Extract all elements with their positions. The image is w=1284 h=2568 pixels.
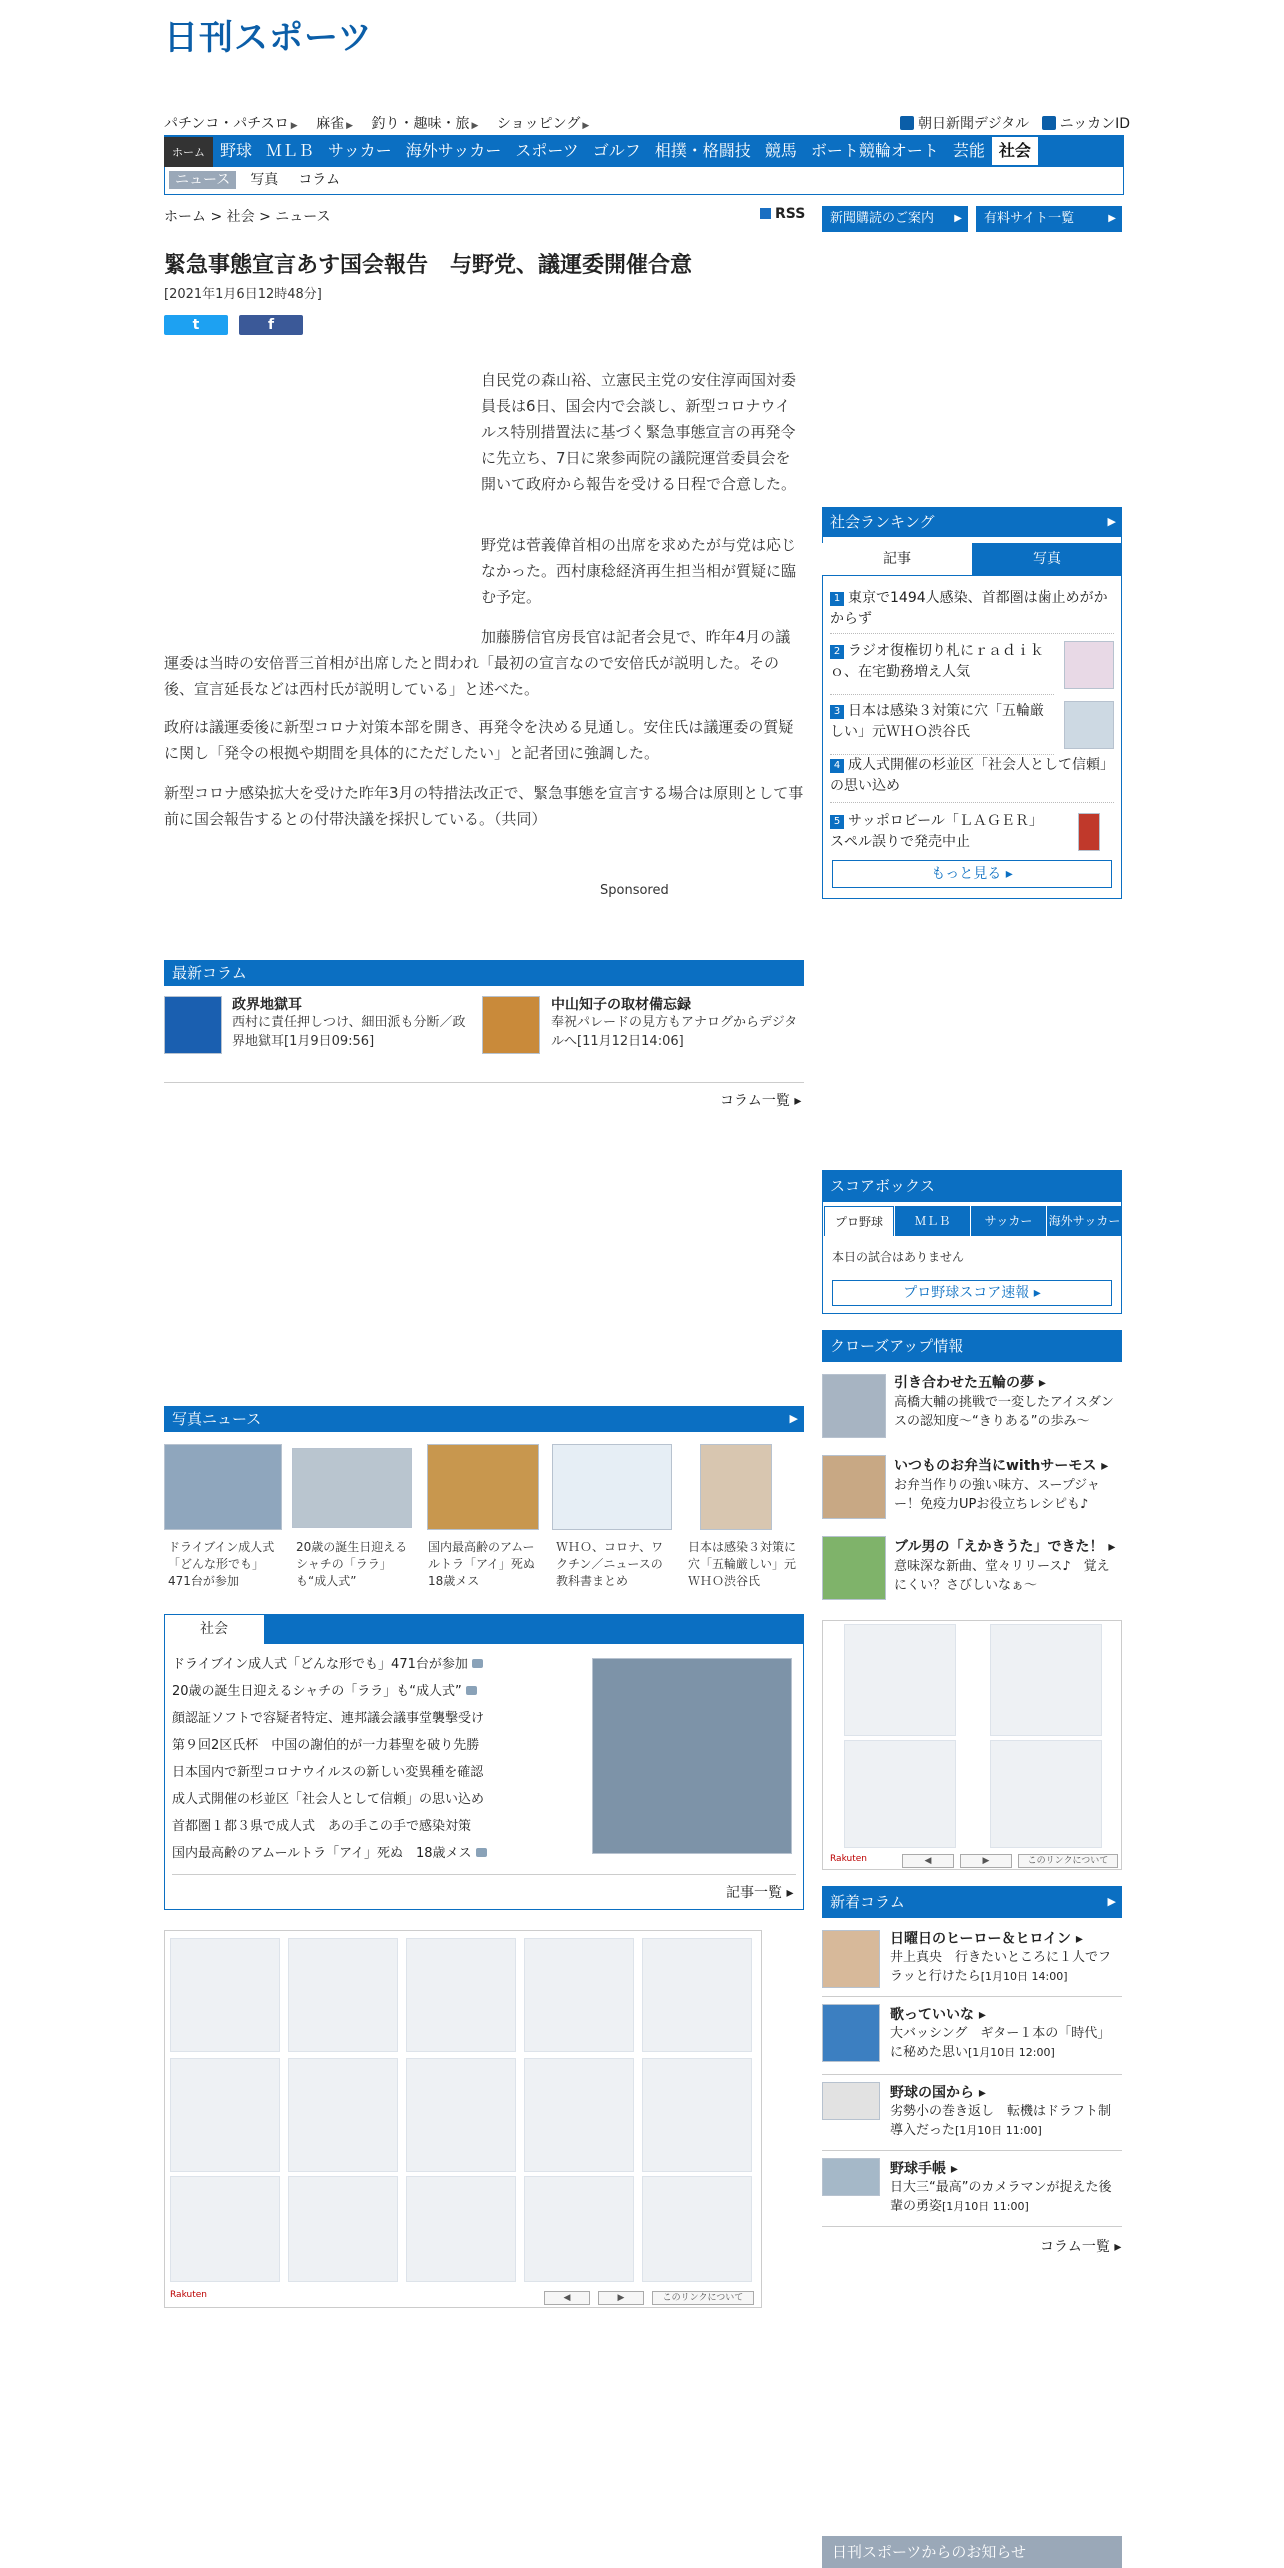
column-list-link[interactable]: コラム一覧 ▸ (720, 1093, 802, 1109)
society-news-item[interactable]: ドライブイン成人式「どんな形でも」471台が参加 (172, 1656, 483, 1674)
photo-thumbnail[interactable] (700, 1444, 772, 1530)
article-paragraph: 政府は議運委後に新型コロナ対策本部を開き、再発令を決める見通し。安住氏は議運委の質疑に関し「発令の根拠や期間を具体的にただしたい」と記者団に強調した。 (164, 718, 794, 762)
twitter-icon: t (192, 317, 200, 333)
site-logo[interactable]: 日刊スポーツ (164, 18, 373, 58)
subnav-news[interactable]: ニュース (169, 171, 236, 189)
ad-product[interactable] (642, 2176, 752, 2282)
closeup-title[interactable]: いつものお弁当にwithサーモス ▸ (894, 1458, 1109, 1474)
new-column-thumbnail[interactable] (822, 1930, 880, 1988)
camera-icon (466, 1686, 477, 1695)
society-news-item[interactable]: 顔認証ソフトで容疑者特定、連邦議会議事堂襲撃受け (172, 1711, 485, 1726)
next-button[interactable]: ▶ (598, 2291, 644, 2305)
new-column-thumbnail[interactable] (822, 2004, 880, 2062)
closeup-desc[interactable]: 高橋大輔の挑戦で一変したアイスダンスの認知度～“きりある”の歩み～ (894, 1395, 1114, 1429)
divider (822, 575, 1122, 576)
subscribe-button[interactable]: 新聞購読のご案内 ▶ (822, 206, 968, 232)
nav-world-soccer[interactable]: 海外サッカー (405, 141, 502, 160)
rss-icon (760, 208, 771, 219)
facebook-share-button[interactable] (239, 315, 303, 335)
main-nav (164, 135, 1124, 167)
new-column-header: 新着コラム ▶ (822, 1886, 1122, 1918)
nav-society[interactable]: 社会 (992, 137, 1038, 165)
ad-info-link[interactable]: このリンクについて (1018, 1854, 1118, 1868)
id-icon (1042, 116, 1056, 130)
prev-button[interactable]: ◀ (544, 2291, 590, 2305)
top-links (900, 113, 1130, 133)
society-news-item[interactable]: 20歳の誕生日迎えるシャチの「ララ」も“成人式” (172, 1683, 477, 1701)
twitter-share-button[interactable] (164, 315, 228, 335)
ad-product[interactable] (642, 2058, 752, 2172)
column-list-link[interactable]: コラム一覧 ▸ (1040, 2239, 1122, 2255)
ad-product[interactable] (170, 1938, 280, 2052)
ranking-item[interactable]: 2 ラジオ復権切り札にｒａｄｉｋｏ、在宅勤務増え人気 (830, 641, 1054, 695)
society-news-item[interactable]: 成人式開催の杉並区「社会人として信頼」の思い込め (172, 1792, 485, 1807)
column-thumbnail[interactable] (482, 996, 540, 1054)
facebook-icon: f (267, 317, 275, 333)
ad-info-link[interactable]: このリンクについて (652, 2291, 754, 2305)
nav-home[interactable]: ホーム (164, 137, 213, 167)
photo-news-header: 写真ニュース ▶ (164, 1406, 804, 1432)
new-column-title[interactable]: 歌っていいな ▸ (890, 2007, 986, 2023)
photo-caption[interactable]: ＷＨＯ、コロナ、ワクチン／ニュースの教科書まとめ (556, 1540, 664, 1588)
ad-product[interactable] (170, 2176, 280, 2282)
nav-golf[interactable]: ゴルフ (592, 141, 641, 160)
divider (822, 2226, 1122, 2227)
top-nav-item[interactable]: 釣り・趣味・旅 ▶ (371, 116, 479, 132)
tab-world-soccer[interactable]: 海外サッカー (1046, 1206, 1122, 1236)
ranking-item[interactable]: 3 日本は感染３対策に穴「五輪厳しい」元ＷＨＯ渋谷氏 (830, 701, 1054, 755)
closeup-thumbnail[interactable] (822, 1374, 886, 1438)
ad-product[interactable] (288, 1938, 398, 2052)
divider (172, 1874, 796, 1875)
ranking-item[interactable]: 4 成人式開催の杉並区「社会人として信頼」の思い込め (830, 755, 1114, 803)
new-column-title[interactable]: 日曜日のヒーロー＆ヒロイン ▸ (890, 1931, 1083, 1947)
ad-product[interactable] (844, 1740, 956, 1848)
ad-product[interactable] (406, 2176, 516, 2282)
article-paragraph: 加藤勝信官房長官は記者会見で、昨年4月の議運委は当時の安倍晋三首相が出席したと問われ「最初の宣言なので安倍氏が説明した。その後、宣言延長などは西村氏が説明している」と述べた。 (164, 628, 791, 698)
photo-caption[interactable]: ドライブイン成人式「どんな形でも」471台が参加 (168, 1540, 275, 1588)
ad-product[interactable] (844, 1624, 956, 1736)
asahi-link[interactable]: 朝日新聞デジタル (900, 116, 1029, 132)
ad-product[interactable] (288, 2058, 398, 2172)
ranking-thumbnail[interactable] (1078, 813, 1100, 851)
ranking-item[interactable]: 1 東京で1494人感染、首都圏は歯止めがかからず (830, 588, 1114, 634)
divider (822, 2150, 1122, 2151)
tab-mlb[interactable]: ＭＬＢ (894, 1206, 970, 1236)
prev-button[interactable]: ◀ (902, 1854, 954, 1868)
tab-society[interactable]: 社会 (200, 1621, 228, 1637)
ranking-thumbnail[interactable] (1064, 701, 1114, 749)
npb-score-link[interactable]: プロ野球スコア速報 ▸ (832, 1280, 1112, 1306)
ad-product[interactable] (406, 2058, 516, 2172)
ranking-more-button[interactable]: もっと見る ▸ (832, 860, 1112, 888)
tab-ranking-photos[interactable]: 写真 (972, 543, 1122, 575)
photo-thumbnail[interactable] (164, 1444, 282, 1530)
society-news-item[interactable]: 首都圏１都３県で成人式 あの手この手で感染対策 (172, 1819, 472, 1834)
nav-mlb[interactable]: ＭＬＢ (266, 141, 315, 160)
subnav-photos[interactable]: 写真 (250, 172, 279, 188)
closeup-desc[interactable]: お弁当作りの強い味方、スープジャー！免疫力UPお役立ちレシピも♪ (894, 1478, 1100, 1512)
society-news-item[interactable]: 国内最高齢のアムールトラ「アイ」死ぬ 18歳メス (172, 1845, 487, 1863)
closeup-title[interactable]: 引き合わせた五輪の夢 ▸ (894, 1375, 1046, 1391)
divider (164, 1082, 804, 1083)
sponsored-label: Sponsored (600, 883, 669, 898)
nav-entertainment[interactable]: 芸能 (952, 141, 985, 160)
ad-product[interactable] (524, 2176, 634, 2282)
nav-baseball[interactable]: 野球 (220, 141, 253, 160)
article-paragraph: 自民党の森山裕、立憲民主党の安住淳両国対委員長は6日、国会内で会談し、新型コロナウイルス特別措置法に基づく緊急事態宣言の再発令に先立ち、7日に衆参両院の議院運営委員会を開いて政府から報告を受ける日程で合意した。 (481, 371, 797, 493)
top-nav-item[interactable]: 麻雀 ▶ (316, 116, 354, 132)
nav-sumo[interactable]: 相撲・格闘技 (654, 141, 751, 160)
new-column-desc[interactable]: 劣勢小の巻き返し 転機はドラフト制導入だった[1月10日 11:00] (890, 2104, 1112, 2138)
scorebox-message: 本日の試合はありません (832, 1250, 965, 1264)
scorebox-tabs (822, 1206, 1122, 1236)
nav-keiba[interactable]: 競馬 (764, 141, 797, 160)
tab-ranking-articles[interactable]: 記事 (822, 543, 972, 575)
tab-soccer[interactable]: サッカー (970, 1206, 1046, 1236)
closeup-desc[interactable]: 意味深な新曲、堂々リリース♪ 覚えにくい？さびしいなぁ～ (894, 1559, 1110, 1593)
next-button[interactable]: ▶ (960, 1854, 1012, 1868)
rakuten-logo: Rakuten (170, 2290, 207, 2300)
photo-caption[interactable]: 日本は感染３対策に穴「五輪厳しい」元ＷＨＯ渋谷氏 (688, 1540, 797, 1588)
photo-thumbnail[interactable] (292, 1448, 412, 1528)
asahi-icon (900, 116, 914, 130)
new-column-thumbnail[interactable] (822, 2158, 880, 2196)
notice-header[interactable]: 日刊スポーツからのお知らせ (822, 2536, 1122, 2568)
nav-boat[interactable]: ボート競輪オート (810, 141, 939, 160)
paid-sites-button[interactable]: 有料サイト一覧 ▶ (976, 206, 1122, 232)
subnav-columns[interactable]: コラム (298, 172, 341, 188)
photo-thumbnail[interactable] (552, 1444, 672, 1530)
society-tab-bar (264, 1614, 804, 1644)
latest-column-header: 最新コラム (164, 960, 804, 986)
new-column-desc[interactable]: 井上真央 行きたいところに１人でフラッと行けたら[1月10日 14:00] (890, 1950, 1112, 1984)
rss-link[interactable]: RSS (760, 206, 805, 222)
nav-soccer[interactable]: サッカー (328, 141, 392, 160)
ad-product[interactable] (524, 2058, 634, 2172)
article-list-link[interactable]: 記事一覧 ▸ (726, 1885, 794, 1901)
ranking-thumbnail[interactable] (1064, 641, 1114, 689)
ad-product[interactable] (990, 1624, 1102, 1736)
ranking-header: 社会ランキング ▶ (822, 507, 1122, 537)
article-date: [2021年1月6日12時48分] (164, 287, 322, 302)
top-nav (164, 113, 603, 133)
sub-nav (164, 167, 1124, 195)
photo-thumbnail[interactable] (427, 1444, 539, 1530)
ad-product[interactable] (288, 2176, 398, 2282)
closeup-title[interactable]: ブル男の「えかきうた」できた！ ▸ (894, 1539, 1116, 1555)
column-title[interactable]: 政界地獄耳 (232, 997, 302, 1013)
new-column-thumbnail[interactable] (822, 2082, 880, 2120)
article-paragraph: 新型コロナ感染拡大を受けた昨年3月の特措法改正で、緊急事態を宣言する場合は原則として事前に国会報告するとの付帯決議を採択している。（共同） (164, 784, 804, 828)
photo-caption[interactable]: 20歳の誕生日迎えるシャチの「ララ」も“成人式” (296, 1540, 408, 1588)
divider (822, 1996, 1122, 1997)
ad-product[interactable] (524, 1938, 634, 2052)
society-photo[interactable] (592, 1658, 792, 1854)
camera-icon (476, 1848, 487, 1857)
column-desc[interactable]: 西村に責任押しつけ、細田派も分断／政界地獄耳[1月9日09:56] (232, 1015, 466, 1049)
nikkan-id-link[interactable]: ニッカンID (1042, 116, 1130, 132)
scorebox-header: スコアボックス (822, 1170, 1122, 1202)
society-news-item[interactable]: 日本国内で新型コロナウイルスの新しい変異種を確認 (172, 1765, 484, 1780)
tab-npb[interactable]: プロ野球 (824, 1206, 894, 1236)
ranking-item[interactable]: 5 サッポロビール「ＬＡＧＥＲ」スペル誤りで発売中止 (830, 813, 1043, 850)
new-column-desc[interactable]: 大バッシング ギター１本の「時代」に秘めた思い[1月10日 12:00] (890, 2026, 1111, 2060)
new-column-title[interactable]: 野球手帳 ▸ (890, 2161, 958, 2177)
article-paragraph: 野党は菅義偉首相の出席を求めたが与党は応じなかった。西村康稔経済再生担当相が質疑に臨む予定。 (481, 536, 797, 606)
divider (822, 2074, 1122, 2075)
column-desc[interactable]: 奉祝パレードの見方もアナログからデジタルへ[11月12日14:06] (551, 1015, 798, 1049)
new-column-desc[interactable]: 日大三“最高”のカメラマンが捉えた後輩の勇姿[1月10日 11:00] (890, 2180, 1112, 2214)
article-title: 緊急事態宣言あす国会報告 与野党、議運委開催合意 (164, 253, 693, 278)
closeup-header: クローズアップ情報 (822, 1330, 1122, 1362)
top-nav-item[interactable]: パチンコ・パチスロ ▶ (164, 116, 298, 132)
new-column-title[interactable]: 野球の国から ▸ (890, 2085, 986, 2101)
ad-product[interactable] (170, 2058, 280, 2172)
breadcrumb[interactable]: ホーム > 社会 > ニュース (164, 209, 331, 225)
column-title[interactable]: 中山知子の取材備忘録 (551, 997, 691, 1013)
ad-product[interactable] (406, 1938, 516, 2052)
ad-product[interactable] (990, 1740, 1102, 1848)
closeup-thumbnail[interactable] (822, 1455, 886, 1519)
nav-sports[interactable]: スポーツ (515, 141, 579, 160)
ad-product[interactable] (642, 1938, 752, 2052)
closeup-thumbnail[interactable] (822, 1536, 886, 1600)
society-news-item[interactable]: 第９回2区氏杯 中国の謝伯的が一力碁聖を破り先勝 (172, 1738, 480, 1753)
column-thumbnail[interactable] (164, 996, 222, 1054)
top-nav-item[interactable]: ショッピング ▶ (496, 116, 590, 132)
camera-icon (472, 1659, 483, 1668)
rakuten-logo: Rakuten (830, 1854, 867, 1864)
photo-caption[interactable]: 国内最高齢のアムールトラ「アイ」死ぬ 18歳メス (428, 1540, 547, 1588)
